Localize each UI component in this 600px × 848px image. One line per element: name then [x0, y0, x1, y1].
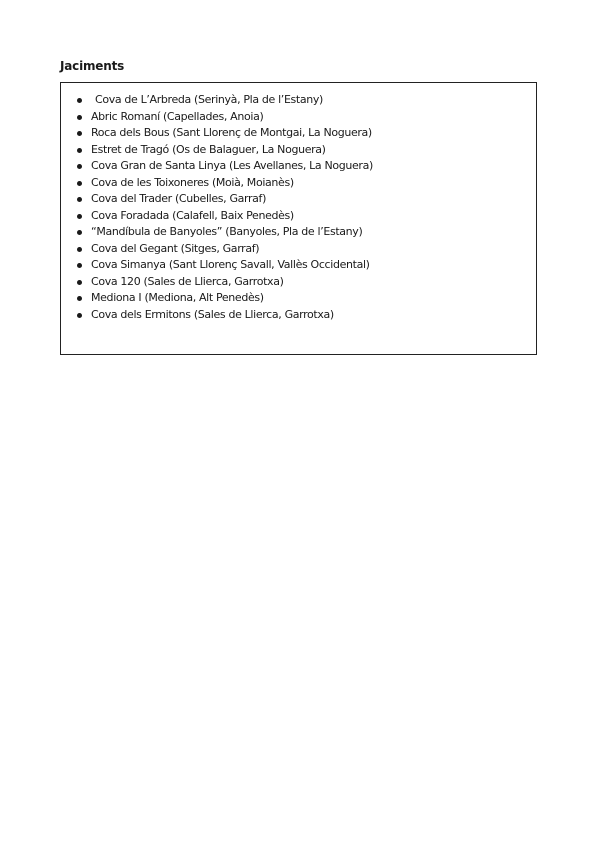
- list-item-text: Cova del Gegant (Sitges, Garraf): [91, 241, 260, 255]
- list-item-text: Roca dels Bous (Sant Llorenç de Montgai, La Noguera): [91, 126, 372, 139]
- list-item: [77, 142, 373, 159]
- list-item-text: Cova del Trader (Cubelles, Garraf): [91, 192, 267, 205]
- list-item: [77, 125, 373, 142]
- sites-box: [60, 82, 537, 355]
- bullet-icon: [77, 164, 82, 169]
- list-item-text: Mediona I (Mediona, Alt Penedès): [91, 291, 264, 304]
- list-item: [77, 257, 373, 274]
- list-item: [77, 290, 373, 307]
- bullet-icon: [77, 247, 82, 252]
- list-item: [77, 307, 373, 324]
- list-item: [77, 274, 373, 291]
- bullet-icon: [77, 230, 82, 235]
- list-item-text: Cova de les Toixoneres (Moià, Moianès): [91, 175, 294, 189]
- bullet-icon: [77, 148, 82, 153]
- list-item: [77, 191, 373, 208]
- list-item: [77, 208, 373, 225]
- bullet-icon: [77, 263, 82, 268]
- list-item-text: Cova dels Ermitons (Sales de Llierca, Garrotxa): [91, 307, 334, 321]
- list-item-text: “Mandíbula de Banyoles” (Banyoles, Pla de l’Estany): [91, 225, 363, 238]
- bullet-icon: [77, 313, 82, 318]
- list-item-text: Abric Romaní (Capellades, Anoia): [91, 109, 264, 123]
- bullet-icon: [77, 98, 82, 103]
- list-item: [77, 175, 373, 192]
- list-item-text: Estret de Tragó (Os de Balaguer, La Noguera): [91, 142, 326, 156]
- bullet-icon: [77, 280, 82, 285]
- list-item: [77, 224, 373, 241]
- list-item: [77, 158, 373, 175]
- bullet-icon: [77, 181, 82, 186]
- list-item: [77, 241, 373, 258]
- list-item-text: Cova Foradada (Calafell, Baix Penedès): [91, 208, 294, 222]
- bullet-icon: [77, 214, 82, 219]
- list-item-text: Cova Gran de Santa Linya (Les Avellanes, La Noguera): [91, 159, 373, 172]
- list-item-text: Cova de L’Arbreda (Serinyà, Pla de l’Estany): [95, 93, 323, 106]
- list-item: [77, 109, 373, 126]
- bullet-icon: [77, 296, 82, 301]
- section-title: Jaciments: [60, 59, 125, 73]
- list-item-text: Cova Simanya (Sant Llorenç Savall, Vallès Occidental): [91, 258, 370, 271]
- bullet-icon: [77, 197, 82, 202]
- bullet-icon: [77, 115, 82, 120]
- sites-list: [77, 92, 373, 323]
- bullet-icon: [77, 131, 82, 136]
- list-item-text: Cova 120 (Sales de Llierca, Garrotxa): [91, 274, 284, 288]
- list-item: [77, 92, 373, 109]
